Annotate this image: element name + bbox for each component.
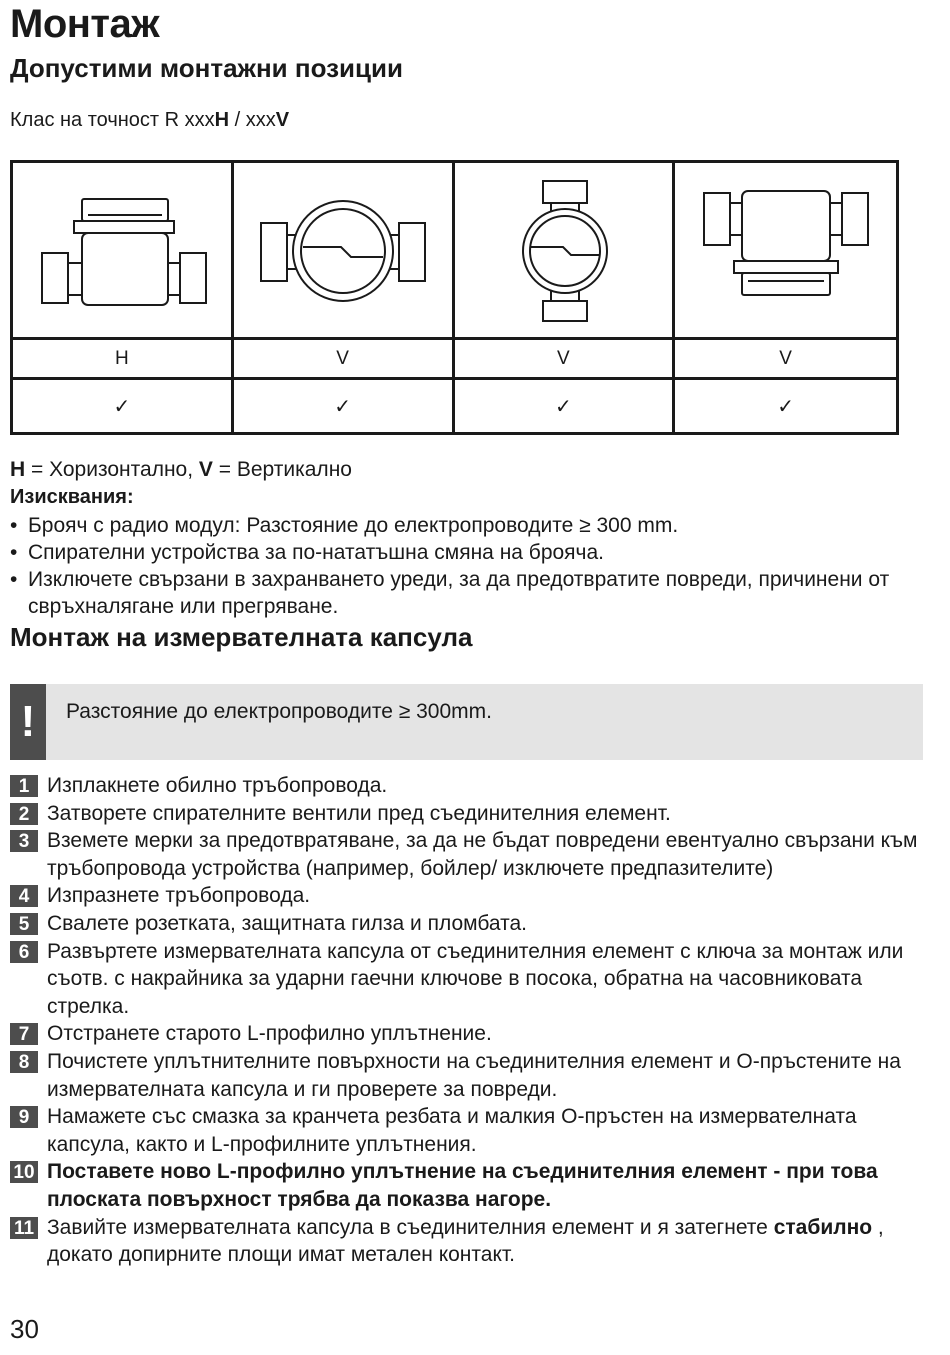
position-label: V bbox=[336, 347, 349, 369]
position-label: H bbox=[115, 347, 129, 369]
step-item: 2 Затворете спирателните вентили пред съединителния елемент. bbox=[10, 800, 935, 828]
step-item: 8 Почистете уплътнителните повърхности на съединителния елемент и О-пръстените на измервателната капсула и ги проверете за повреди. bbox=[10, 1048, 935, 1103]
step-number: 10 bbox=[10, 1161, 38, 1183]
position-cell-2 bbox=[234, 163, 455, 340]
bullet-icon: • bbox=[10, 514, 18, 537]
check-icon: ✓ bbox=[554, 395, 572, 418]
requirements-title: Изисквания: bbox=[10, 486, 134, 508]
list-item: • Спирателни устройства за по-нататъшна смяна на брояча. bbox=[10, 541, 605, 564]
step-number: 4 bbox=[10, 885, 38, 907]
step-number: 5 bbox=[10, 913, 38, 935]
step-item: 9 Намажете със смазка за кранчета резбата и малкия О-пръстен на измервателната капсула, както и L-профилните уплътнения. bbox=[10, 1103, 935, 1158]
exclamation-icon: ! bbox=[10, 684, 46, 760]
warning-box bbox=[10, 684, 923, 760]
position-label: V bbox=[779, 347, 792, 369]
step-number: 8 bbox=[10, 1051, 38, 1073]
step-number: 3 bbox=[10, 830, 38, 852]
position-cell-4 bbox=[675, 163, 896, 340]
step-item: 6 Развъртете измервателната капсула от съединителния елемент с ключа за монтаж или съотв. с накрайника за ударни гаечни ключове в посока, обратна на часовниковата стрелка. bbox=[10, 938, 935, 1021]
meter-upside-down-icon bbox=[686, 185, 886, 315]
step-number: 7 bbox=[10, 1023, 38, 1045]
warning-text: Разстояние до електропроводите ≥ 300mm. bbox=[66, 700, 492, 723]
check-icon: ✓ bbox=[113, 395, 131, 418]
page-number: 30 bbox=[10, 1314, 39, 1344]
step-number: 1 bbox=[10, 775, 38, 797]
position-cell-1 bbox=[13, 163, 234, 340]
step-number: 2 bbox=[10, 803, 38, 825]
step-number: 6 bbox=[10, 941, 38, 963]
bullet-icon: • bbox=[10, 568, 18, 591]
meter-vertical-pipe-icon bbox=[463, 175, 663, 325]
check-icon: ✓ bbox=[777, 395, 794, 418]
step-number: 11 bbox=[10, 1217, 38, 1239]
meter-horizontal-upright-icon bbox=[22, 185, 222, 315]
position-label: V bbox=[557, 347, 570, 369]
step-item: 3 Вземете мерки за предотвратяване, за да не бъдат повредени евентуално свързани към тръбопровода устройства (например, бойлер/ изключете предпазителите) bbox=[10, 827, 935, 882]
step-item: 1 Изплакнете обилно тръбопровода. bbox=[10, 772, 935, 800]
positions-table bbox=[10, 160, 899, 435]
step-item: 7 Отстранете старото L-профилно уплътнение. bbox=[10, 1020, 935, 1048]
section-title-positions: Допустими монтажни позиции bbox=[10, 53, 403, 83]
step-item: 10 Поставете ново L-профилно уплътнение на съединителния елемент - при това плоската повърхност трябва да показва нагоре. bbox=[10, 1158, 935, 1213]
step-item: 5 Свалете розетката, защитната гилза и пломбата. bbox=[10, 910, 935, 938]
meter-vertical-face-front-icon bbox=[243, 185, 443, 315]
step-item: 11 Завийте измервателната капсула в съединителния елемент и я затегнете стабилно , докато допирните площи имат метален контакт. bbox=[10, 1214, 935, 1269]
bullet-icon: • bbox=[10, 541, 18, 564]
step-item: 4 Изпразнете тръбопровода. bbox=[10, 882, 935, 910]
step-number: 9 bbox=[10, 1106, 38, 1128]
position-cell-3 bbox=[455, 163, 676, 340]
section-title-capsule: Монтаж на измервателната капсула bbox=[10, 622, 473, 652]
check-icon: ✓ bbox=[334, 395, 351, 418]
list-item: • Брояч с радио модул: Разстояние до електропроводите ≥ 300 mm. bbox=[10, 514, 679, 537]
accuracy-class: Клас на точност R xxxH / xxxV bbox=[10, 109, 290, 131]
page-title: Монтаж bbox=[10, 2, 160, 46]
steps-list bbox=[10, 772, 935, 1269]
requirements-list bbox=[10, 512, 910, 620]
list-item: • Изключете свързани в захранването уреди, за да предотвратите повреди, причинени от свръхналягане или прегряване. bbox=[10, 568, 890, 618]
position-legend: H = Хоризонтално, V = Вертикално bbox=[10, 458, 352, 481]
